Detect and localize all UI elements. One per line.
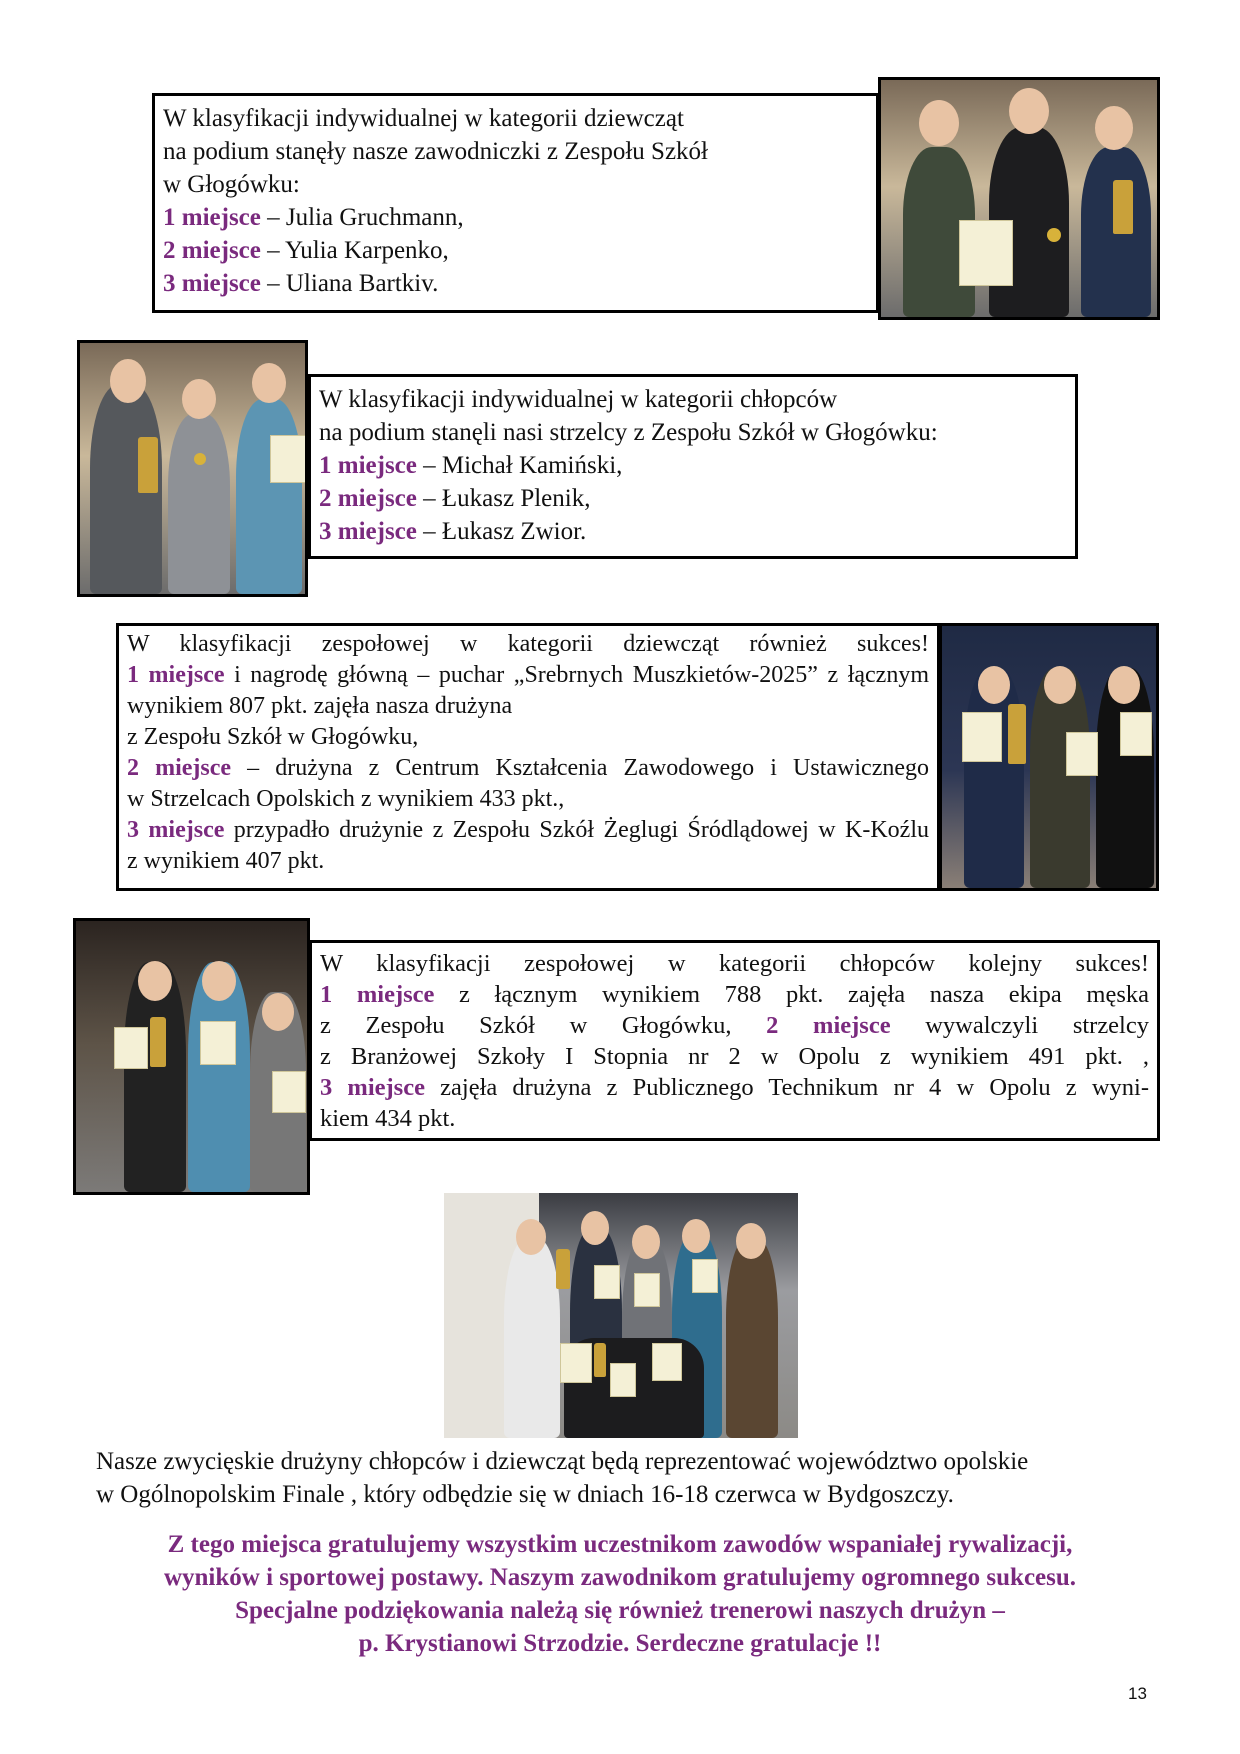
place-name: – Uliana Bartkiv. <box>260 270 439 297</box>
place-label: 2 miejsce <box>766 1012 891 1039</box>
text-line: w Głogówku: <box>163 171 300 198</box>
place-line <box>163 201 868 234</box>
boys-individual-box <box>308 374 1078 559</box>
congrats-line: Specjalne podziękowania należą się również trenerowi naszych drużyn – <box>235 1597 1005 1624</box>
place-label: 3 miejsce <box>319 518 417 545</box>
text-line: w Ogólnopolskim Finale , który odbędzie się w dniach 16-18 czerwca w Bydgoszczy. <box>96 1481 954 1508</box>
final-paragraph <box>96 1445 1156 1511</box>
text-line: Nasze zwycięskie drużyny chłopców i dziewcząt będą reprezentować województwo opolskie <box>96 1448 1029 1475</box>
place-text: wywalczyli strzelcy <box>890 1012 1149 1039</box>
text-line <box>127 753 929 784</box>
place-name: – Łukasz Zwior. <box>416 518 587 545</box>
text-line: na podium stanęły nasze zawodniczki z Zespołu Szkół <box>163 138 708 165</box>
girls-podium-photo <box>878 77 1160 320</box>
place-text: zajęła drużyna z Publicznego Technikum nr 4 w Opolu z wyni- <box>424 1074 1149 1101</box>
place-label: 3 miejsce <box>320 1074 425 1101</box>
boys-team-box <box>309 940 1160 1141</box>
text-line: wynikiem 807 pkt. zajęła nasza drużyna <box>127 693 513 719</box>
text-line: kiem 434 pkt. <box>320 1105 456 1132</box>
place-text: z Zespołu Szkół w Głogówku, <box>320 1012 767 1039</box>
congratulations <box>70 1528 1170 1660</box>
text-line: W klasyfikacji indywidualnej w kategorii dziewcząt <box>163 105 684 132</box>
place-line <box>319 482 1067 515</box>
place-line <box>163 267 868 300</box>
place-label: 2 miejsce <box>163 237 261 264</box>
place-text: przypadło drużynie z Zespołu Szkół Żeglugi Śródlądowej w K-Koźlu <box>224 817 929 843</box>
place-name: – Yulia Karpenko, <box>260 237 449 264</box>
text-line: na podium stanęli nasi strzelcy z Zespołu Szkół w Głogówku: <box>319 419 938 446</box>
place-line <box>319 515 1067 548</box>
place-label: 1 miejsce <box>163 204 261 231</box>
girls-team-box <box>116 623 940 891</box>
place-text: z łącznym wynikiem 788 pkt. zajęła nasza ekipa męska <box>434 981 1149 1008</box>
boys-podium-photo <box>77 340 308 597</box>
girls-team-photo <box>939 623 1159 891</box>
place-name: – Michał Kamiński, <box>416 452 623 479</box>
text-line: z wynikiem 407 pkt. <box>127 848 325 874</box>
group-photo <box>444 1193 798 1438</box>
boys-team-photo <box>73 918 310 1195</box>
text-line: z Zespołu Szkół w Głogówku, <box>127 724 419 750</box>
text-line: w Strzelcach Opolskich z wynikiem 433 pkt., <box>127 786 565 812</box>
place-text: i nagrodę główną – puchar „Srebrnych Muszkietów-2025” z łącznym <box>224 662 929 688</box>
girls-individual-box <box>152 93 879 313</box>
place-line <box>319 449 1067 482</box>
place-name: – Julia Gruchmann, <box>260 204 464 231</box>
place-text: – drużyna z Centrum Kształcenia Zawodowego i Ustawicznego <box>231 755 930 781</box>
text-line <box>127 660 929 691</box>
congrats-line: p. Krystianowi Strzodzie. Serdeczne gratulacje !! <box>358 1630 882 1657</box>
place-label: 2 miejsce <box>127 755 232 781</box>
place-label: 3 miejsce <box>163 270 261 297</box>
place-label: 1 miejsce <box>127 662 225 688</box>
text-line <box>127 815 929 846</box>
place-label: 1 miejsce <box>319 452 417 479</box>
page-number: 13 <box>1128 1684 1147 1703</box>
place-name: – Łukasz Plenik, <box>416 485 591 512</box>
text-line <box>320 1072 1149 1103</box>
congrats-line: Z tego miejsca gratulujemy wszystkim uczestnikom zawodów wspaniałej rywalizacji, <box>167 1531 1073 1558</box>
text-line: z Branżowej Szkoły I Stopnia nr 2 w Opolu z wynikiem 491 pkt. , <box>320 1043 1149 1070</box>
place-label: 3 miejsce <box>127 817 225 843</box>
place-label: 2 miejsce <box>319 485 417 512</box>
text-line: W klasyfikacji zespołowej w kategorii chłopców kolejny sukces! <box>320 950 1149 977</box>
text-line: W klasyfikacji zespołowej w kategorii dziewcząt również sukces! <box>127 631 929 657</box>
place-line <box>163 234 868 267</box>
place-label: 1 miejsce <box>320 981 435 1008</box>
text-line <box>320 1010 1149 1041</box>
text-line: W klasyfikacji indywidualnej w kategorii chłopców <box>319 386 838 413</box>
congrats-line: wyników i sportowej postawy. Naszym zawodnikom gratulujemy ogromnego sukcesu. <box>163 1564 1077 1591</box>
text-line <box>320 979 1149 1010</box>
